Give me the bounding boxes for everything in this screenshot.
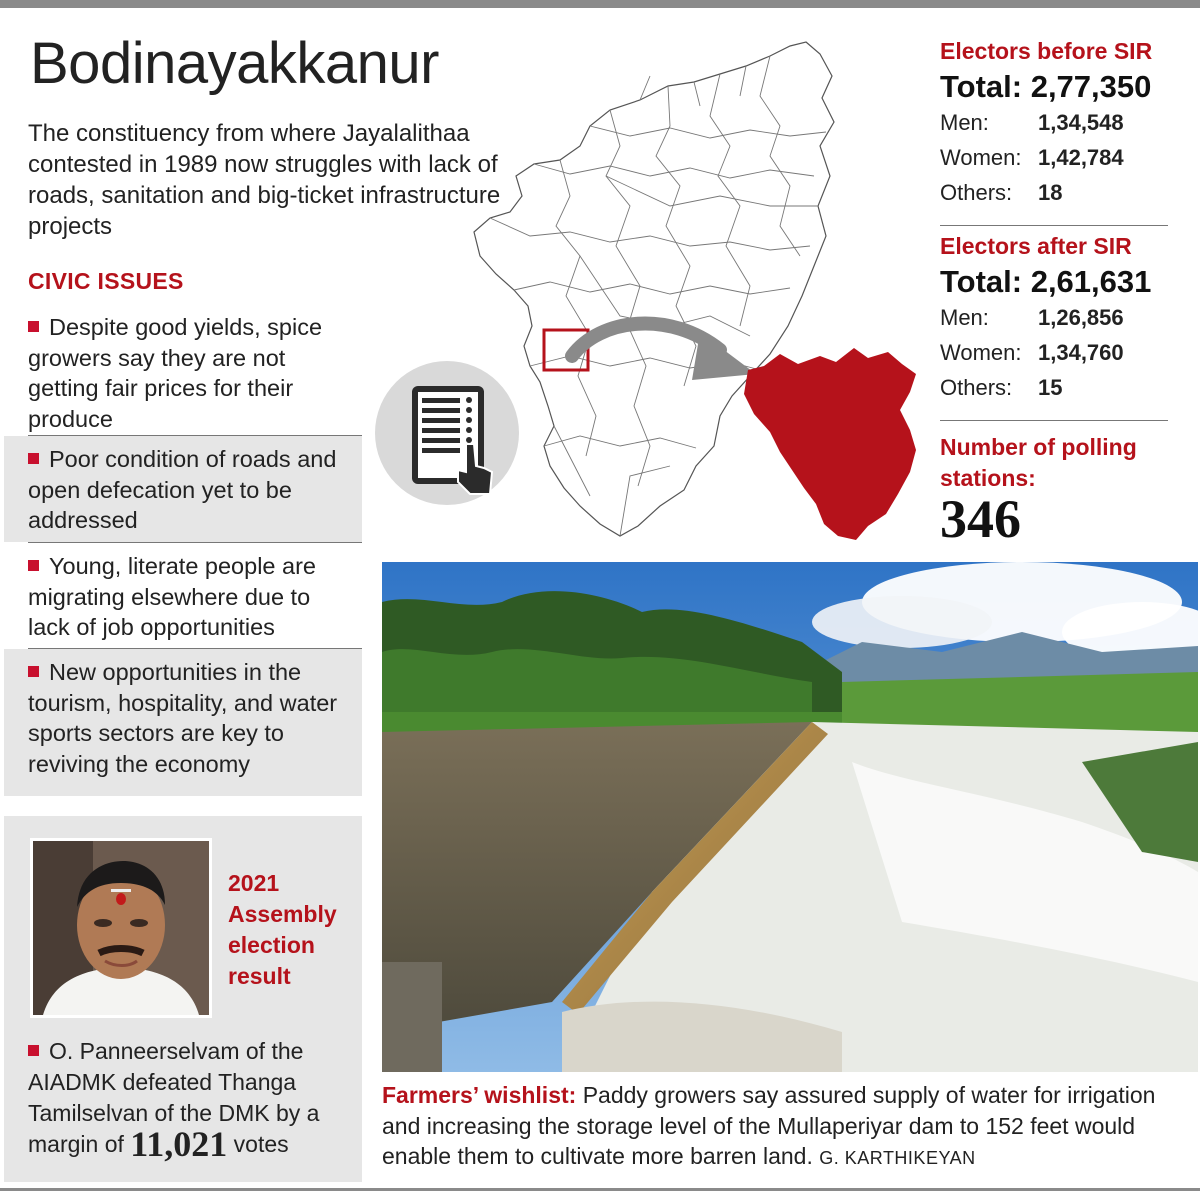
electors-after-total: Total: 2,61,631: [940, 264, 1152, 299]
civic-issue-item: [4, 304, 362, 442]
stat-row: Others: 15: [940, 375, 1063, 400]
square-bullet-icon: [28, 321, 39, 332]
electors-before-block: [940, 38, 1172, 210]
arrow-icon: [560, 310, 760, 400]
margin-value: 11,021: [130, 1124, 228, 1164]
election-result-text: [28, 1036, 358, 1164]
electors-after-heading: Electors after SIR: [940, 233, 1132, 259]
stat-row: Others: 18: [940, 180, 1063, 205]
divider: [940, 420, 1168, 421]
polling-stations-value: 346: [940, 489, 1021, 549]
square-bullet-icon: [28, 560, 39, 571]
caption-lead: Farmers’ wishlist:: [382, 1082, 577, 1108]
civic-issue-item: [4, 436, 362, 542]
civic-issue-text: Young, literate people are migrating elsewhere due to lack of job opportunities: [28, 553, 316, 640]
caption-text: Paddy growers say assured supply of water for irrigation and increasing the storage level of the Mullaperiyar dam to 152 feet would enable them to cultivate more barren land.: [382, 1082, 1156, 1169]
square-bullet-icon: [28, 453, 39, 464]
candidate-photo: [30, 838, 212, 1018]
electors-after-block: [940, 233, 1172, 405]
photo-caption: [382, 1080, 1172, 1174]
bottom-rule: [0, 1188, 1200, 1191]
weir-photo: [382, 562, 1198, 1072]
electors-before-total: Total: 2,77,350: [940, 69, 1152, 104]
civic-issue-item: [4, 543, 362, 651]
margin-unit: votes: [233, 1131, 289, 1157]
voting-machine-icon: [374, 360, 520, 506]
constituency-map: [740, 344, 922, 544]
polling-stations-heading: Number of polling stations:: [940, 434, 1137, 491]
stat-row: Men: 1,26,856: [940, 305, 1124, 330]
civic-issue-item: [4, 649, 362, 796]
photo-credit: G. KARTHIKEYAN: [819, 1148, 976, 1168]
page-title: Bodinayakkanur: [30, 31, 439, 96]
civic-issue-text: Poor condition of roads and open defecation yet to be addressed: [28, 446, 337, 533]
intro-text: The constituency from where Jayalalithaa contested in 1989 now struggles with lack of roads, sanitation and big-ticket infrastructure projects: [28, 120, 501, 240]
election-result-body: O. Panneerselvam of the AIADMK defeated Thanga Tamilselvan of the DMK by a margin of: [28, 1038, 320, 1157]
electors-before-heading: Electors before SIR: [940, 38, 1153, 64]
civic-issue-text: New opportunities in the tourism, hospitality, and water sports sectors are key to reviving the economy: [28, 659, 338, 777]
stat-row: Women: 1,42,784: [940, 145, 1124, 170]
top-rule: [0, 0, 1200, 8]
civic-issues-heading: CIVIC ISSUES: [28, 268, 184, 294]
civic-issue-text: Despite good yields, spice growers say they are not getting fair prices for their produce: [28, 314, 323, 432]
stat-row: Men: 1,34,548: [940, 110, 1124, 135]
stat-row: Women: 1,34,760: [940, 340, 1124, 365]
square-bullet-icon: [28, 666, 39, 677]
divider: [940, 225, 1168, 226]
square-bullet-icon: [28, 1045, 39, 1056]
election-result-heading: 2021 Assembly election result: [228, 870, 337, 989]
